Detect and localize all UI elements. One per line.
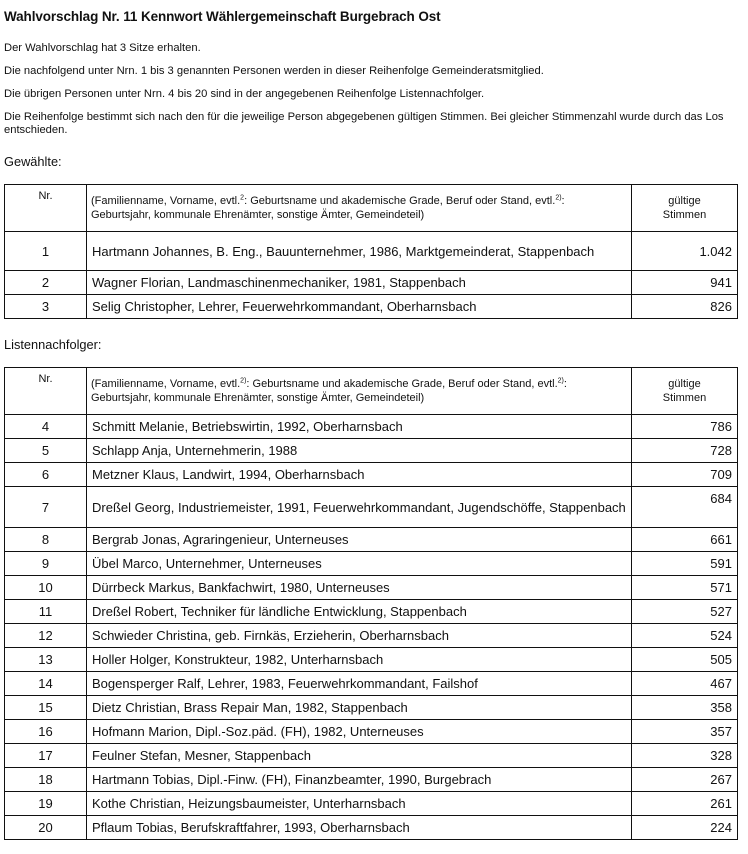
header-text: Stimmen xyxy=(662,392,707,404)
cell-nr: 13 xyxy=(5,648,87,672)
table-row xyxy=(5,439,738,463)
elected-section-label: Gewählte: xyxy=(4,154,62,169)
cell-nr: 10 xyxy=(5,576,87,600)
table-row xyxy=(5,648,738,672)
footnote-ref: 2) xyxy=(555,194,562,202)
table-row xyxy=(5,552,738,576)
cell-name: Schwieder Christina, geb. Firnkäs, Erzieherin, Oberharnsbach xyxy=(87,624,632,648)
successors-section-label: Listennachfolger: xyxy=(4,337,102,352)
table-row xyxy=(5,720,738,744)
cell-votes: 358 xyxy=(632,696,738,720)
footnote-ref: 2) xyxy=(557,377,564,385)
table-row xyxy=(5,487,738,528)
cell-nr: 18 xyxy=(5,768,87,792)
cell-votes: 524 xyxy=(632,624,738,648)
cell-nr: 11 xyxy=(5,600,87,624)
cell-nr: 15 xyxy=(5,696,87,720)
cell-votes: 661 xyxy=(632,528,738,552)
header-text: (Familienname, Vorname, evtl. xyxy=(91,195,241,207)
cell-nr: 7 xyxy=(5,487,87,528)
cell-votes: 467 xyxy=(632,672,738,696)
cell-name: Hofmann Marion, Dipl.-Soz.päd. (FH), 1982, Unterneuses xyxy=(87,720,632,744)
cell-name: Dietz Christian, Brass Repair Man, 1982, Stappenbach xyxy=(87,696,632,720)
column-header-votes xyxy=(632,368,738,415)
cell-nr: 12 xyxy=(5,624,87,648)
cell-name: Bergrab Jonas, Agraringenieur, Unterneuses xyxy=(87,528,632,552)
table-row xyxy=(5,232,738,271)
cell-name: Dreßel Robert, Techniker für ländliche Entwicklung, Stappenbach xyxy=(87,600,632,624)
table-row xyxy=(5,624,738,648)
cell-votes: 357 xyxy=(632,720,738,744)
column-header-nr: Nr. xyxy=(5,185,87,232)
table-row xyxy=(5,696,738,720)
cell-votes: 527 xyxy=(632,600,738,624)
page-title: Wahlvorschlag Nr. 11 Kennwort Wählergemeinschaft Burgebrach Ost xyxy=(4,9,441,24)
header-text: gültige xyxy=(668,378,701,390)
column-header-votes xyxy=(632,185,738,232)
cell-votes: 591 xyxy=(632,552,738,576)
cell-nr: 19 xyxy=(5,792,87,816)
footnote-ref: 2 xyxy=(240,194,245,202)
header-text: : Geburtsjahr, kommunale Ehrenämter, sonstige Ämter, Gemeindeteil) xyxy=(91,378,567,404)
header-text: Stimmen xyxy=(662,209,707,221)
successors-table xyxy=(4,367,738,840)
cell-nr: 6 xyxy=(5,463,87,487)
cell-nr: 2 xyxy=(5,271,87,295)
table-row xyxy=(5,600,738,624)
column-header-name xyxy=(87,368,632,415)
cell-nr: 14 xyxy=(5,672,87,696)
cell-votes: 261 xyxy=(632,792,738,816)
cell-name: Hartmann Tobias, Dipl.-Finw. (FH), Finanzbeamter, 1990, Burgebrach xyxy=(87,768,632,792)
header-text: : Geburtsjahr, kommunale Ehrenämter, sonstige Ämter, Gemeindeteil) xyxy=(91,195,565,221)
cell-votes: 684 xyxy=(632,487,738,528)
cell-name: Selig Christopher, Lehrer, Feuerwehrkommandant, Oberharnsbach xyxy=(87,295,632,319)
cell-nr: 17 xyxy=(5,744,87,768)
cell-votes: 786 xyxy=(632,415,738,439)
cell-name: Schmitt Melanie, Betriebswirtin, 1992, Oberharnsbach xyxy=(87,415,632,439)
cell-name: Hartmann Johannes, B. Eng., Bauunternehmer, 1986, Marktgemeinderat, Stappenbach xyxy=(87,232,632,271)
cell-name: Holler Holger, Konstrukteur, 1982, Unterharnsbach xyxy=(87,648,632,672)
cell-nr: 3 xyxy=(5,295,87,319)
cell-votes: 267 xyxy=(632,768,738,792)
cell-name: Feulner Stefan, Mesner, Stappenbach xyxy=(87,744,632,768)
header-text: : Geburtsname und akademische Grade, Beruf oder Stand, evtl. xyxy=(244,195,556,207)
cell-name: Metzner Klaus, Landwirt, 1994, Oberharnsbach xyxy=(87,463,632,487)
cell-nr: 8 xyxy=(5,528,87,552)
table-row xyxy=(5,463,738,487)
header-text: : Geburtsname und akademische Grade, Beruf oder Stand, evtl. xyxy=(246,378,558,390)
cell-nr: 5 xyxy=(5,439,87,463)
header-text: (Familienname, Vorname, evtl. xyxy=(91,378,241,390)
cell-name: Übel Marco, Unternehmer, Unterneuses xyxy=(87,552,632,576)
table-row xyxy=(5,528,738,552)
table-row xyxy=(5,816,738,840)
cell-votes: 728 xyxy=(632,439,738,463)
cell-votes: 826 xyxy=(632,295,738,319)
cell-name: Pflaum Tobias, Berufskraftfahrer, 1993, Oberharnsbach xyxy=(87,816,632,840)
cell-name: Schlapp Anja, Unternehmerin, 1988 xyxy=(87,439,632,463)
header-text: gültige xyxy=(668,195,701,207)
cell-nr: 1 xyxy=(5,232,87,271)
cell-nr: 9 xyxy=(5,552,87,576)
cell-votes: 571 xyxy=(632,576,738,600)
cell-votes: 709 xyxy=(632,463,738,487)
cell-nr: 20 xyxy=(5,816,87,840)
cell-votes: 224 xyxy=(632,816,738,840)
column-header-name xyxy=(87,185,632,232)
table-row xyxy=(5,271,738,295)
table-row xyxy=(5,672,738,696)
footnote-ref: 2) xyxy=(240,377,247,385)
cell-votes: 505 xyxy=(632,648,738,672)
cell-name: Wagner Florian, Landmaschinenmechaniker, 1981, Stappenbach xyxy=(87,271,632,295)
cell-nr: 16 xyxy=(5,720,87,744)
table-header-row xyxy=(5,185,738,232)
cell-name: Kothe Christian, Heizungsbaumeister, Unterharnsbach xyxy=(87,792,632,816)
table-row xyxy=(5,768,738,792)
seats-paragraph: Der Wahlvorschlag hat 3 Sitze erhalten. xyxy=(4,42,201,54)
table-header-row xyxy=(5,368,738,415)
successors-order-paragraph: Die übrigen Personen unter Nrn. 4 bis 20 sind in der angegebenen Reihenfolge Listennachfolger. xyxy=(4,88,485,100)
cell-votes: 1.042 xyxy=(632,232,738,271)
column-header-nr: Nr. xyxy=(5,368,87,415)
cell-nr: 4 xyxy=(5,415,87,439)
cell-votes: 328 xyxy=(632,744,738,768)
table-row xyxy=(5,415,738,439)
elected-order-paragraph: Die nachfolgend unter Nrn. 1 bis 3 genannten Personen werden in dieser Reihenfolge Gemeinderatsmitglied. xyxy=(4,65,544,77)
ordering-rule-paragraph: Die Reihenfolge bestimmt sich nach den für die jeweilige Person abgegebenen gültigen Stimmen. Bei gleicher Stimmenzahl wurde durch das Los entschieden. xyxy=(4,111,724,136)
cell-name: Dürrbeck Markus, Bankfachwirt, 1980, Unterneuses xyxy=(87,576,632,600)
table-row xyxy=(5,744,738,768)
cell-votes: 941 xyxy=(632,271,738,295)
cell-name: Dreßel Georg, Industriemeister, 1991, Feuerwehrkommandant, Jugendschöffe, Stappenbach xyxy=(87,487,632,528)
elected-table xyxy=(4,184,738,319)
table-row xyxy=(5,295,738,319)
table-row xyxy=(5,792,738,816)
table-row xyxy=(5,576,738,600)
cell-name: Bogensperger Ralf, Lehrer, 1983, Feuerwehrkommandant, Failshof xyxy=(87,672,632,696)
